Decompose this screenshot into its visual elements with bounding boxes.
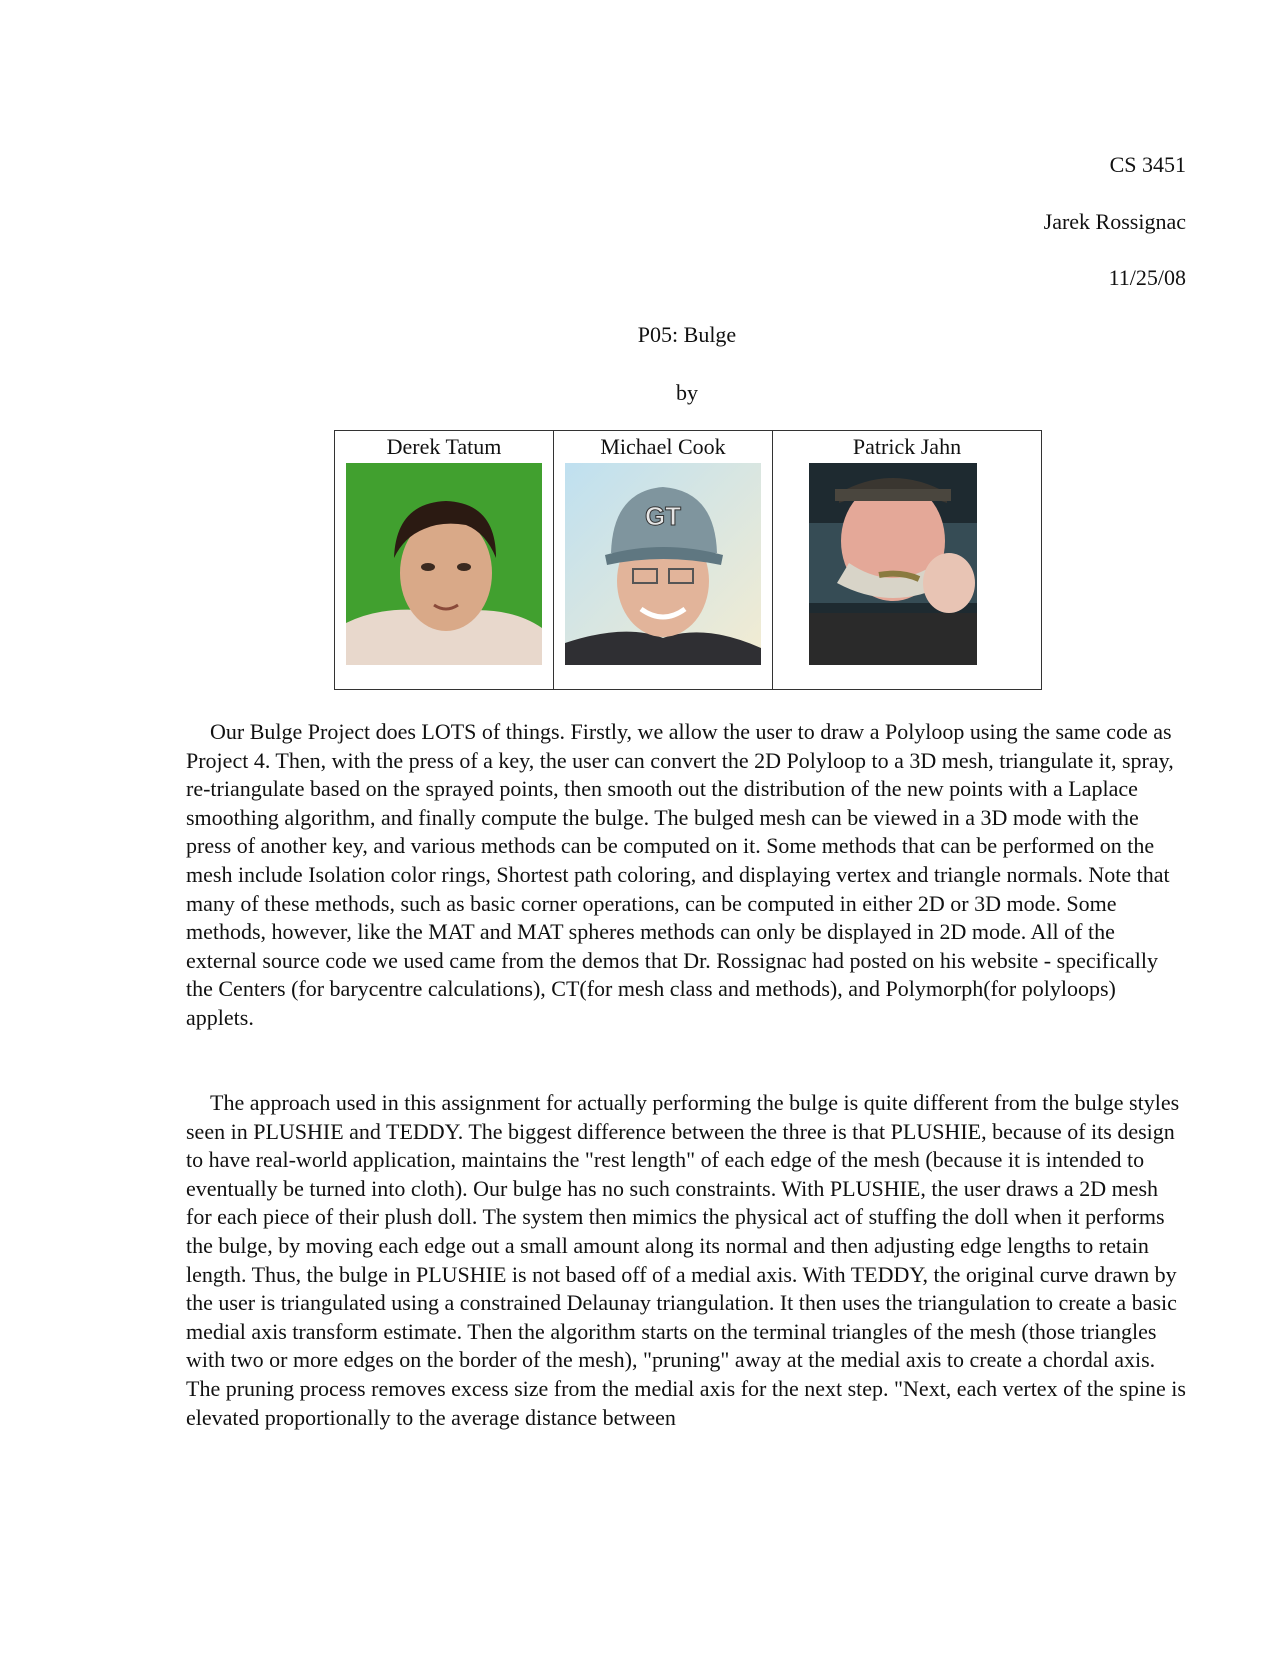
document-title: P05: Bulge	[637, 322, 737, 347]
author-name: Derek Tatum	[386, 434, 502, 459]
author-name: Patrick Jahn	[852, 434, 962, 459]
author-cell-1	[335, 431, 554, 690]
author-photo-michael	[565, 463, 761, 665]
paragraph-text: The approach used in this assignment for actually performing the bulge is quite different from the bulge styles seen in PLUSHIE and TEDDY. The biggest difference between the three is that PLUSHIE, because of its design to have real-world application, maintains the "rest length" of each edge of the mesh (because it is intended to eventually be turned into cloth). Our bulge has no such constraints. With PLUSHIE, the user draws a 2D mesh for each piece of their plush doll. The system then mimics the physical act of stuffing the doll when it performs the bulge, by moving each edge out a small amount along its normal and then adjusting edge lengths to retain length. Thus, the bulge in PLUSHIE is not based off of a medial axis. With TEDDY, the original curve drawn by the user is triangulated using a constrained Delaunay triangulation. It then uses the triangulation to create a basic medial axis transform estimate. Then the algorithm starts on the terminal triangles of the mesh (those triangles with two or more edges on the border of the mesh), "pruning" away at the medial axis to create a chordal axis. The pruning process removes excess size from the medial axis for the next step. "Next, each vertex of the spine is elevated proportionally to the average distance between	[186, 1090, 1186, 1430]
svg-text:GT: GT	[644, 501, 682, 531]
author-cell-2	[554, 431, 773, 690]
author-name: Michael Cook	[600, 434, 726, 459]
document-date: 11/25/08	[1108, 265, 1186, 290]
instructor-name: Jarek Rossignac	[1043, 209, 1186, 234]
paragraph-text: Our Bulge Project does LOTS of things. Firstly, we allow the user to draw a Polyloop using the same code as Project 4. Then, with the press of a key, the user can convert the 2D Polyloop to a 3D mesh, triangulate it, spray, re-triangulate based on the sprayed points, then smooth out the distribution of the new points with a Laplace smoothing algorithm, and finally compute the bulge. The bulged mesh can be viewed in a 3D mode with the press of another key, and various methods can be computed on it. Some methods that can be performed on the mesh include Isolation color rings, Shortest path coloring, and displaying vertex and triangle normals. Note that many of these methods, such as basic corner operations, can be computed in either 2D or 3D mode. Some methods, however, like the MAT and MAT spheres methods can only be displayed in 2D mode. All of the external source code we used came from the demos that Dr. Rossignac had posted on his website - specifically the Centers (for barycentre calculations), CT(for mesh class and methods), and Polymorph(for polyloops) applets.	[186, 719, 1174, 1030]
author-photo-derek	[346, 463, 542, 665]
author-cell-3	[773, 431, 1042, 690]
authors-table	[334, 430, 1042, 690]
author-photo-patrick	[809, 463, 977, 665]
paragraph-2	[186, 1089, 1186, 1432]
byline: by	[676, 380, 698, 405]
course-label: CS 3451	[1109, 152, 1186, 177]
paragraph-1	[186, 718, 1186, 1033]
